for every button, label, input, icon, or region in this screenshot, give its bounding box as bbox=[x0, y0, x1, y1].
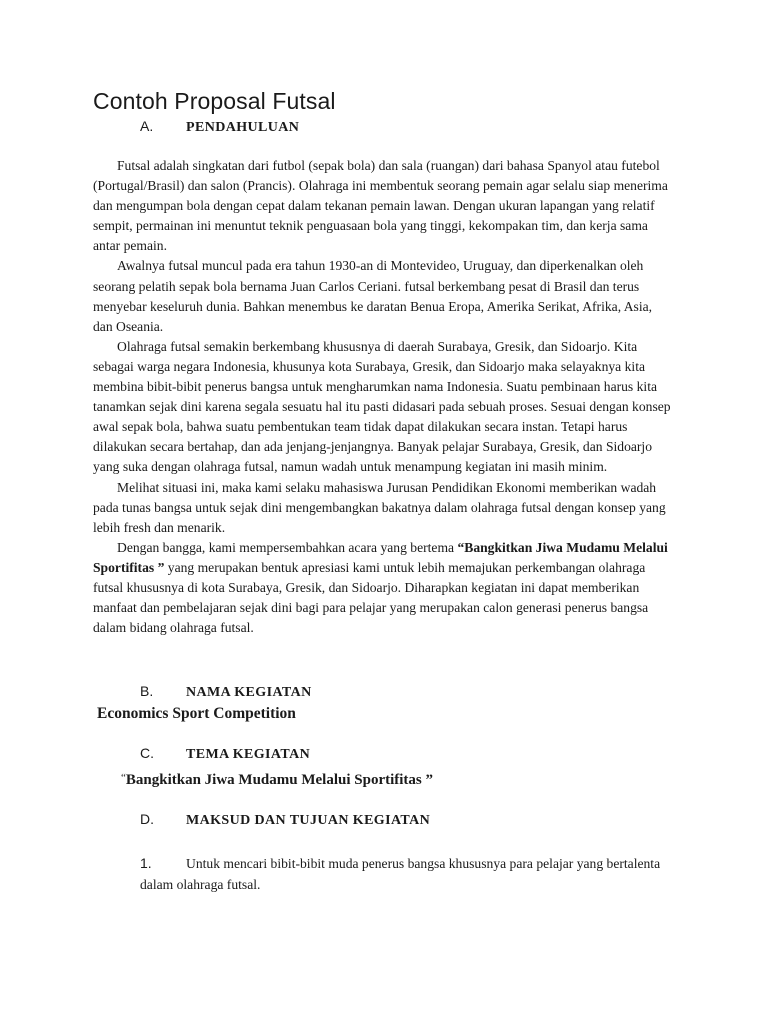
paragraph-1: Futsal adalah singkatan dari futbol (sepak bola) dan sala (ruangan) dari bahasa Spanyol atau futebol (Portugal/Brasil) dan salon (Prancis). Olahraga ini membentuk seorang pemain agar selalu siap menerima dan mengumpan bola dengan cepat dalam tekanan pemain lawan. Dengan ukuran lapangan yang relatif sempit, permainan ini menuntut teknik penguasaan bola yang tinggi, kekompakan tim, dan kerja sama antar pemain. bbox=[93, 158, 668, 254]
section-d-title: MAKSUD DAN TUJUAN KEGIATAN bbox=[186, 813, 431, 829]
section-c-letter: C. bbox=[140, 745, 154, 762]
list-item-number: 1. bbox=[140, 855, 152, 872]
event-theme bbox=[121, 766, 675, 792]
list-item bbox=[140, 853, 670, 895]
document-title: Contoh Proposal Futsal bbox=[93, 88, 336, 114]
section-d-letter: D. bbox=[140, 811, 154, 828]
section-b-heading bbox=[140, 681, 675, 701]
paragraph-5-rest: yang merupakan bentuk apresiasi kami untuk lebih memajukan perkembangan olahraga futsal khususnya di kota Surabaya, Gresik, dan Sidoarjo. Diharapkan kegiatan ini dapat memberikan manfaat dan pembelajaran sejak dini bagi para pelajar yang merupakan calon generasi penerus bangsa dalam bidang olahraga futsal. bbox=[93, 559, 649, 636]
section-d-heading bbox=[140, 809, 675, 829]
section-c-title: TEMA KEGIATAN bbox=[186, 747, 311, 763]
document-page bbox=[93, 86, 675, 895]
paragraph-5 bbox=[93, 538, 675, 638]
theme-open-quote: “ bbox=[121, 772, 126, 785]
paragraph-5-theme: “Bangkitkan Jiwa Mudamu Melalui Sportifitas ” bbox=[93, 539, 668, 575]
section-a-heading bbox=[140, 116, 675, 136]
section-a-letter: A. bbox=[140, 118, 154, 134]
paragraph-2: Awalnya futsal muncul pada era tahun 1930-an di Montevideo, Uruguay, dan diperkenalkan oleh seorang pelatih sepak bola bernama Juan Carlos Ceriani. futsal berkembang pesat di Brasil dan terus menyebar keseluruh dunia. Bahkan menembus ke daratan Benua Eropa, Amerika Serikat, Afrika, Asia, dan Oseania. bbox=[93, 258, 653, 334]
event-name: Economics Sport Competition bbox=[97, 705, 296, 723]
section-b-title: NAMA KEGIATAN bbox=[186, 685, 312, 701]
paragraph-3: Olahraga futsal semakin berkembang khususnya di daerah Surabaya, Gresik, dan Sidoarjo. Kita sebagai warga negara Indonesia, khusunya kota Surabaya, Gresik, dan Sidoarjo maka selayaknya kita membina bibit-bibit penerus bangsa untuk mengharumkan nama Indonesia. Suatu pembinaan harus kita tanamkan sejak dini karena segala sesuatu hal itu pasti didasari pada sebuah proses. Sesuai dengan konsep awal sepak bola, bahwa suatu pembentukan team tidak dapat dilakukan secara instan. Tetapi harus dilakukan secara bertahap, dan ada jenjang-jenjangnya. Banyak pelajar Surabaya, Gresik, dan Sidoarjo yang suka dengan olahraga futsal, namun wadah untuk menampung kegiatan ini masih minim. bbox=[93, 338, 671, 475]
paragraph-4: Melihat situasi ini, maka kami selaku mahasiswa Jurusan Pendidikan Ekonomi memberikan wadah pada tunas bangsa untuk sejak dini mengembangkan bakatnya dalam olahraga futsal dengan konsep yang lebih fresh dan menarik. bbox=[93, 479, 666, 535]
section-a-body bbox=[93, 156, 675, 638]
section-b-letter: B. bbox=[140, 683, 154, 700]
list-item-text: Untuk mencari bibit-bibit muda penerus bangsa khususnya para pelajar yang bertalenta dalam olahraga futsal. bbox=[140, 856, 661, 892]
theme-text: Bangkitkan Jiwa Mudamu Melalui Sportifitas ” bbox=[125, 772, 434, 789]
section-a-title: PENDAHULUAN bbox=[186, 120, 300, 135]
paragraph-5-lead: Dengan bangga, kami mempersembahkan acara yang bertema bbox=[117, 539, 458, 555]
section-c-heading bbox=[140, 743, 675, 763]
